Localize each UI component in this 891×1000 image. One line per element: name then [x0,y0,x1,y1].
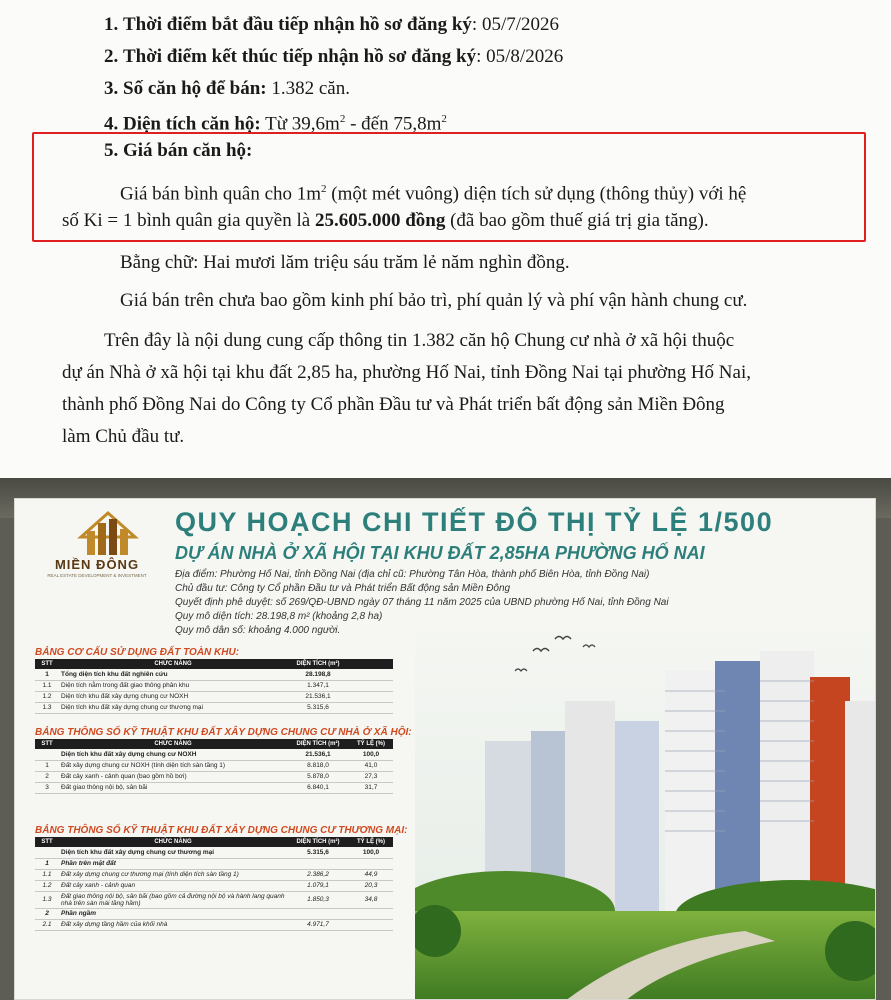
row-pct: 41,0 [349,760,393,771]
col-stt: STT [35,739,59,749]
table-row [35,680,393,691]
info-decision: Quyết định phê duyệt: số 269/QĐ-UBND ngày 07 tháng 11 năm 2025 của UBND phường Hố Nai, tỉnh Đồng Nai [175,597,669,608]
col-pct [349,659,393,669]
row-pct [349,908,393,919]
price-excludes: Giá bán trên chưa bao gồm kinh phí bảo trì, phí quản lý và phí vận hành chung cư. [120,290,748,311]
row-pct [349,669,393,680]
row-stt [35,847,59,858]
row-area: 5.315,6 [287,847,349,858]
item-5-heading: 5. Giá bán căn hộ: [104,140,253,161]
table-row [35,702,393,713]
price-value: 25.605.000 đồng [314,210,446,231]
row-stt: 2 [35,771,59,782]
row-area: 2.386,2 [287,869,349,880]
row-pct: 100,0 [349,749,393,760]
row-stt: 1 [35,858,59,869]
row-area [287,908,349,919]
item-3: 3. Số căn hộ để bán: 1.382 căn. [104,78,350,99]
row-area: 5.878,0 [287,771,349,782]
row-pct [349,919,393,930]
row-stt: 1.3 [35,891,59,908]
table3-title: BẢNG THÔNG SỐ KỸ THUẬT KHU ĐẤT XÂY DỰNG CHUNG CƯ THƯƠNG MẠI: [35,825,408,836]
item-2: 2. Thời điểm kết thúc tiếp nhận hồ sơ đăng ký: 05/8/2026 [104,46,564,67]
row-pct: 100,0 [349,847,393,858]
col-area: DIỆN TÍCH (m²) [287,659,349,669]
row-stt: 1.3 [35,702,59,713]
table-row [35,919,393,930]
row-pct: 34,8 [349,891,393,908]
row-area [287,858,349,869]
land-use-table [35,659,393,714]
table1-title: BẢNG CƠ CẤU SỬ DỤNG ĐẤT TOÀN KHU: [35,647,240,658]
row-function: Đất xây dựng chung cư NOXH (tính diện tích sàn tầng 1) [59,760,287,771]
table-row [35,691,393,702]
row-area: 21.536,1 [287,749,349,760]
row-area: 1.850,3 [287,891,349,908]
row-function: Tổng diện tích khu đất nghiên cứu [59,669,287,680]
col-function: CHỨC NĂNG [59,837,287,847]
row-function: Đất giao thông nội bộ, sân bãi [59,782,287,793]
row-function: Diện tích khu đất xây dựng chung cư NOXH [59,691,287,702]
document-page [0,0,891,478]
row-pct: 44,9 [349,869,393,880]
logo-tagline: REAL ESTATE DEVELOPMENT & INVESTMENT [47,573,147,578]
table-row [35,891,393,908]
row-stt: 1 [35,760,59,771]
row-function: Phần ngầm [59,908,287,919]
row-pct: 27,3 [349,771,393,782]
row-area: 5.315,6 [287,702,349,713]
row-pct: 20,3 [349,880,393,891]
row-pct [349,680,393,691]
table-row [35,771,393,782]
social-housing-table [35,739,393,794]
row-area: 28.198,8 [287,669,349,680]
table-row [35,782,393,793]
commercial-housing-table [35,837,393,931]
row-pct [349,691,393,702]
table-row [35,847,393,858]
row-stt: 1 [35,669,59,680]
col-function: CHỨC NĂNG [59,739,287,749]
row-stt: 1.2 [35,880,59,891]
row-area: 1.347,1 [287,680,349,691]
col-area: DIỆN TÍCH (m²) [287,739,349,749]
table-row [35,880,393,891]
row-function: Đất cây xanh - cảnh quan (bao gồm hồ bơi) [59,771,287,782]
row-pct [349,858,393,869]
apartment-render-image [415,631,876,1000]
row-stt [35,749,59,760]
row-function: Đất xây dựng tầng hầm của khối nhà [59,919,287,930]
billboard-title: QUY HOẠCH CHI TIẾT ĐÔ THỊ TỶ LỆ 1/500 [175,507,774,537]
row-stt: 2 [35,908,59,919]
row-stt: 2.1 [35,919,59,930]
row-area: 21.536,1 [287,691,349,702]
row-function: Diện tích khu đất xây dựng chung cư thương mại [59,847,287,858]
item-1: 1. Thời điểm bắt đầu tiếp nhận hồ sơ đăng ký: 05/7/2026 [104,14,560,35]
table-row [35,669,393,680]
table-row [35,908,393,919]
price-line-2: số Ki = 1 bình quân gia quyền là 25.605.000 đồng (đã bao gồm thuế giá trị gia tăng). [62,210,709,231]
info-location: Địa điểm: Phường Hố Nai, tỉnh Đồng Nai (địa chỉ cũ: Phường Tân Hòa, thành phố Biên Hòa, tỉnh Đồng Nai) [175,569,650,580]
logo-name: MIỀN ĐÔNG [54,557,140,572]
info-population: Quy mô dân số: khoảng 4.000 người. [175,625,341,636]
col-function: CHỨC NĂNG [59,659,287,669]
billboard [14,498,876,1000]
summary-line-2: dự án Nhà ở xã hội tại khu đất 2,85 ha, phường Hố Nai, tỉnh Đồng Nai tại phường Hố Nai, [62,362,751,383]
row-area: 1.079,1 [287,880,349,891]
info-area: Quy mô diện tích: 28.198,8 m² (khoảng 2,8 ha) [175,611,383,622]
row-pct: 31,7 [349,782,393,793]
row-stt: 1.1 [35,869,59,880]
row-function: Đất cây xanh - cảnh quan [59,880,287,891]
table-row [35,749,393,760]
col-pct: TỶ LỆ (%) [349,837,393,847]
row-area: 8.818,0 [287,760,349,771]
row-stt: 1.1 [35,680,59,691]
row-area: 6.840,1 [287,782,349,793]
row-area: 4.971,7 [287,919,349,930]
summary-line-3: thành phố Đồng Nai do Công ty Cổ phần Đầu tư và Phát triển bất động sản Miền Đông [62,394,725,415]
item-4: 4. Diện tích căn hộ: Từ $39,6m^2$ - đến $75,8m^2$ [104,113,447,135]
col-stt: STT [35,659,59,669]
col-pct: TỶ LỆ (%) [349,739,393,749]
row-function: Đất giao thông nội bộ, sân bãi (bao gồm cả đường nội bộ và hành lang quanh nhà trên sàn mái tầng hầm) [59,891,287,908]
table-row [35,760,393,771]
table-row [35,858,393,869]
billboard-photo [0,478,891,1000]
col-area: DIỆN TÍCH (m²) [287,837,349,847]
info-investor: Chủ đầu tư: Công ty Cổ phần Đầu tư và Phát triển Bất động sản Miền Đông [175,583,511,594]
row-function: Diện tích khu đất xây dựng chung cư thương mại [59,702,287,713]
row-function: Đất xây dựng chung cư thương mại (tính diện tích sàn tầng 1) [59,869,287,880]
summary-line-1: Trên đây là nội dung cung cấp thông tin 1.382 căn hộ Chung cư nhà ở xã hội thuộc [104,330,735,351]
table-row [35,869,393,880]
row-function: Diện tích khu đất xây dựng chung cư NOXH [59,749,287,760]
billboard-subtitle: DỰ ÁN NHÀ Ở XÃ HỘI TẠI KHU ĐẤT 2,85HA PHƯỜNG HỐ NAI [175,543,705,563]
col-stt: STT [35,837,59,847]
row-function: Phần trên mặt đất [59,858,287,869]
table2-title: BẢNG THÔNG SỐ KỸ THUẬT KHU ĐẤT XÂY DỰNG CHUNG CƯ NHÀ Ở XÃ HỘI: [35,727,412,738]
row-stt: 1.2 [35,691,59,702]
row-pct [349,702,393,713]
price-in-words: Bằng chữ: Hai mươi lăm triệu sáu trăm lẻ năm nghìn đồng. [120,252,570,273]
row-stt: 3 [35,782,59,793]
summary-line-4: làm Chủ đầu tư. [62,426,185,447]
price-line-1: Giá bán bình quân cho $1m^2$ (một mét vuông) diện tích sử dụng (thông thủy) với hệ [120,183,747,205]
row-function: Diện tích nằm trong đất giao thông phân khu [59,680,287,691]
